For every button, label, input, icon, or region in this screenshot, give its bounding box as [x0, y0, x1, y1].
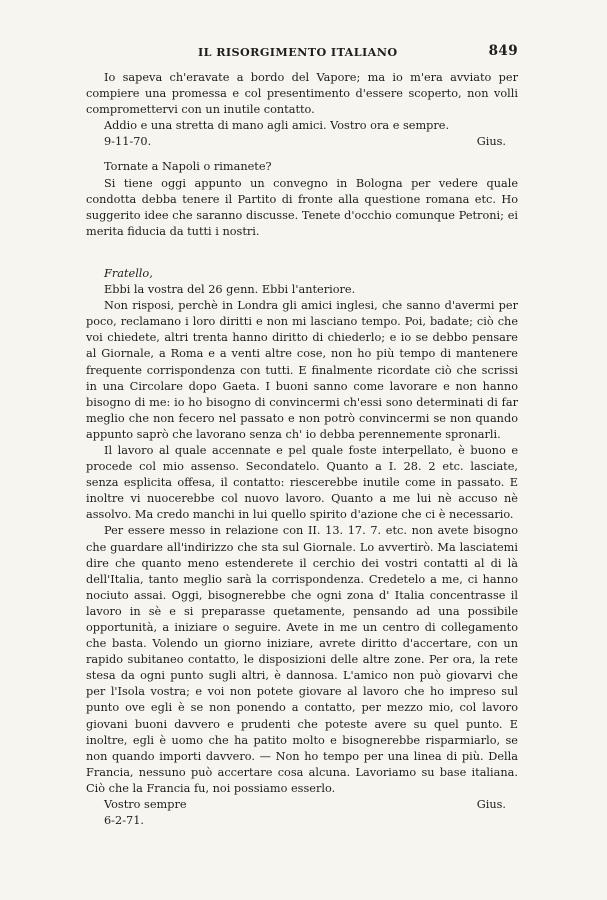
- running-title: IL RISORGIMENTO ITALIANO: [198, 45, 398, 59]
- page-number: 849: [488, 43, 518, 59]
- spacer: [86, 150, 518, 159]
- letter3-paragraph-1: Ebbi la vostra del 26 genn. Ebbi l'anteriore.: [104, 283, 356, 297]
- letter3-paragraph-2: Non risposi, perchè in Londra gli amici inglesi, che sanno d'avermi per poco, reclamano i loro diritti e non mi lasciano tempo. Poi, badate; ciò che voi chiedete, altri trenta hanno diritto di chiederlo; e io se debbo pensare al Giornale, a Roma e a venti altre cose, non ho più tempo di mantenere frequente corrispondenza con tutti. E finalmente ricordate ciò che scrissi in una Circolare dopo Gaeta. I buoni sanno come lavorare e non hanno bisogno di me: io ho bisogno di convincermi ch'essi sono determinati di far meglio che non fecero nel passato e non potrò convincermi se non quando appunto saprò che lavorano senza ch' io debba perennemente spronarli.: [86, 299, 518, 441]
- letter3-date: 6-2-71.: [104, 814, 144, 828]
- spacer: [86, 240, 518, 266]
- letter2-paragraph-2: Si tiene oggi appunto un convegno in Bologna per vedere quale condotta debba tenere il Partito di fronte alla questione romana etc. Ho suggerito idee che saranno discusse. Tenete d'occhio comunque Petroni; ei merita fiducia da tutti i nostri.: [86, 176, 518, 238]
- letter3-salutation: Fratello,: [104, 266, 153, 280]
- letter1-paragraph-1: Io sapeva ch'eravate a bordo del Vapore; ma io m'era avviato per compiere una promessa e col presentimento d'essere scoperto, non volli compromettervi con un inutile contatto.: [86, 71, 518, 117]
- letter1-date: 9-11-70.: [104, 135, 152, 149]
- letter3-signoff: [86, 797, 518, 813]
- letter3-signature: Gius.: [476, 798, 506, 812]
- letter1-signoff: [86, 134, 518, 150]
- letter3-closing: Vostro sempre: [104, 798, 187, 812]
- letter3-paragraph-3: Il lavoro al quale accennate e pel quale foste interpellato, è buono e procede col mio assenso. Secondatelo. Quanto a I. 28. 2 etc. lasciate, senza esplicita offesa, il contatto: riescerebbe inutile come in passato. E inoltre vi nuocerebbe col nuovo lavoro. Quanto a me lui nè accuso nè assolvo. Ma credo manchi in lui quello spirito d'azione che ci è necessario.: [86, 443, 518, 522]
- letter3-paragraph-4: Per essere messo in relazione con II. 13. 17. 7. etc. non avete bisogno che guardare all'indirizzo che sta sul Giornale. Lo avvertirò. Ma lasciatemi dire che quanto meno estenderete il cerchio dei vostri contatti al di là dell'Italia, tanto meglio sarà la corrispondenza. Credetelo a me, ci hanno nociuto assai. Oggi, bisognerebbe che ogni zona d' Italia concentrasse il lavoro in sè e si preparasse quetamente, pensando ad una possibile opportunità, a iniziare o seguire. Avete in me un centro di collegamento che basta. Volendo un giorno iniziare, avrete diritto d'accertare, con un rapido subitaneo contatto, le disposizioni delle altre zone. Per ora, la rete stesa da ogni punto sugli altri, è dannosa. L'amico non può giovarvi che per l'Isola vostra; e voi non potete giovare al lavoro che ho impreso sul punto ove egli è se non ponendo a contatto, per mezzo mio, col lavoro giovani buoni davvero e prudenti che poteste avere su quel punto. E inoltre, egli è uomo che ha patito molto e bisognerebbe risparmiarlo, se non quando importi davvero. — Non ho tempo per una linea di più. Della Francia, nessuno può accertare cosa alcuna. Lavoriamo su base italiana. Ciò che la Francia fu, noi possiamo esserlo.: [86, 524, 518, 795]
- letter1-signature: Gius.: [476, 135, 506, 149]
- letter2-paragraph-1: Tornate a Napoli o rimanete?: [104, 160, 272, 174]
- text-body: [86, 70, 518, 829]
- letter1-paragraph-2: Addio e una stretta di mano agli amici. Vostro ora e sempre.: [104, 119, 450, 133]
